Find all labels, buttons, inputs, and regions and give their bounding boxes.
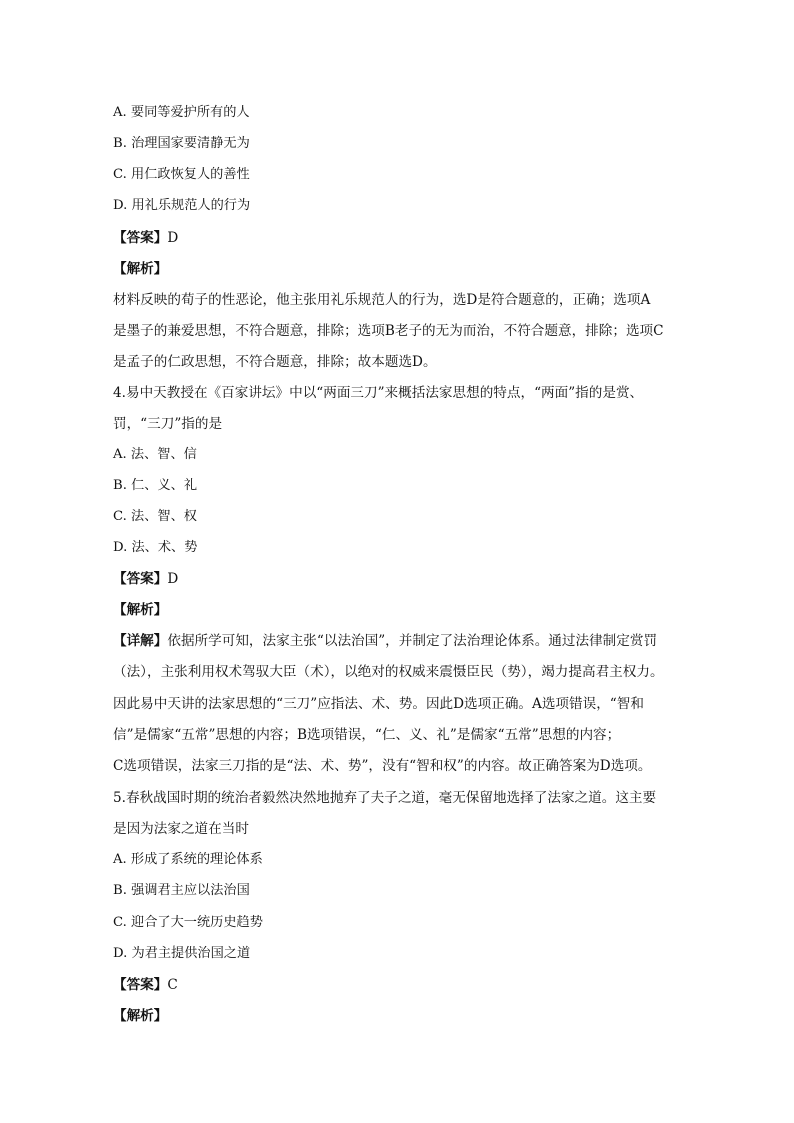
q4-stem-line-2: 罚，“三刀”指的是: [113, 416, 223, 432]
q4-detail-line-1: [113, 631, 683, 651]
q4-answer-value: D: [167, 571, 179, 587]
q4-option-a: A. 法、智、信: [113, 447, 197, 462]
q4-stem-line-1: 4.易中天教授在《百家讲坛》中以“两面三刀”来概括法家思想的特点，“两面”指的是赏、: [113, 385, 644, 401]
q3-option-c: C. 用仁政恢复人的善性: [113, 167, 250, 182]
q5-option-c: C. 迎合了大一统历史趋势: [113, 915, 263, 930]
q5-stem-line-2: 是因为法家之道在当时: [113, 821, 249, 837]
q4-option-d: D. 法、术、势: [113, 540, 198, 555]
q4-option-b: B. 仁、义、礼: [113, 478, 198, 493]
q3-analysis-line-3: 是孟子的仁政思想，不符合题意，排除；故本题选D。: [113, 354, 437, 370]
q4-detail-line-5: C选项错误，法家三刀指的是“法、术、势”，没有“智和权”的内容。故正确答案为D选项。: [113, 758, 652, 774]
q4-answer-label: 【答案】: [113, 571, 168, 587]
q5-option-d: D. 为君主提供治国之道: [113, 946, 251, 961]
q3-option-d: D. 用礼乐规范人的行为: [113, 198, 251, 213]
q4-detail-label: 【详解】: [113, 633, 168, 649]
q5-answer-label: 【答案】: [113, 977, 168, 993]
q3-option-a: A. 要同等爱护所有的人: [113, 105, 250, 120]
q4-option-c: C. 法、智、权: [113, 509, 197, 524]
q3-analysis-line-1: 材料反映的荀子的性恶论，他主张用礼乐规范人的行为，选D是符合题意的，正确；选项A: [113, 292, 651, 308]
q4-detail-line-2: （法），主张利用权术驾驭大臣（术），以绝对的权威来震慑臣民（势），竭力提高君主权力。: [113, 664, 664, 680]
q4-answer-row: [113, 569, 683, 589]
q5-answer-row: [113, 975, 683, 995]
q3-answer-label: 【答案】: [113, 230, 168, 246]
q3-analysis-line-2: 是墨子的兼爱思想，不符合题意，排除；选项B老子的无为而治，不符合题意，排除；选项C: [113, 323, 664, 339]
q5-option-b: B. 强调君主应以法治国: [113, 883, 250, 898]
q4-detail-line-3: 因此易中天讲的法家思想的“三刀”应指法、术、势。因此D选项正确。A选项错误，“智和: [113, 696, 644, 712]
q3-analysis-label: 【解析】: [113, 261, 168, 277]
q3-option-b: B. 治理国家要清静无为: [113, 136, 250, 151]
q3-answer-row: [113, 228, 683, 248]
q5-stem-line-1: 5.春秋战国时期的统治者毅然决然地抛弃了夫子之道，毫无保留地选择了法家之道。这主要: [113, 790, 657, 806]
q5-analysis-label: 【解析】: [113, 1008, 168, 1024]
q4-detail-line-4: 信”是儒家“五常”思想的内容；B选项错误，“仁、义、礼”是儒家“五常”思想的内容；: [113, 727, 621, 743]
q5-option-a: A. 形成了系统的理论体系: [113, 852, 263, 867]
q5-answer-value: C: [167, 977, 178, 993]
q4-analysis-label: 【解析】: [113, 602, 168, 618]
q4-detail-text-1: 依据所学可知，法家主张“以法治国”，并制定了法治理论体系。通过法律制定赏罚: [167, 633, 658, 649]
q3-answer-value: D: [167, 230, 179, 246]
